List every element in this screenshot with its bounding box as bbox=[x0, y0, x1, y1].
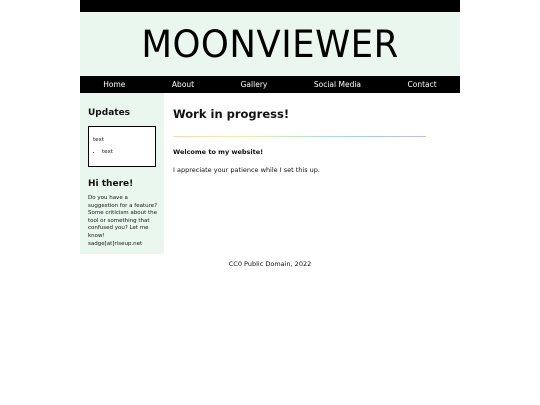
rainbow-divider bbox=[173, 136, 426, 137]
updates-text: text bbox=[93, 137, 104, 143]
main-content bbox=[164, 93, 460, 254]
site-title: MOONVIEWER bbox=[141, 22, 399, 66]
sidebar bbox=[80, 93, 164, 254]
patience-text: I appreciate your patience while I set this up. bbox=[173, 166, 320, 174]
hi-there-heading: Hi there! bbox=[88, 179, 134, 189]
footer: CC0 Public Domain, 2022 bbox=[228, 260, 312, 268]
main-nav bbox=[80, 76, 460, 93]
updates-box[interactable] bbox=[88, 126, 156, 167]
nav-link-about[interactable]: About bbox=[171, 80, 195, 89]
nav-link-gallery[interactable]: Gallery bbox=[240, 80, 268, 89]
main-heading: Work in progress! bbox=[173, 107, 290, 121]
site-header bbox=[80, 12, 460, 76]
top-bar bbox=[80, 0, 460, 12]
updates-list-item: • text bbox=[102, 149, 151, 155]
updates-heading: Updates bbox=[88, 108, 131, 118]
suggestion-text: Do you have a suggestion for a feature? Some criticism about the tool or something that confused you? Let me know! sadge[at]riseup.net bbox=[88, 195, 158, 247]
nav-link-social-media[interactable]: Social Media bbox=[313, 80, 362, 89]
updates-list bbox=[93, 149, 151, 155]
nav-link-home[interactable]: Home bbox=[103, 80, 126, 89]
site-container bbox=[80, 0, 460, 268]
welcome-text: Welcome to my website! bbox=[173, 148, 264, 156]
content-row bbox=[80, 93, 460, 254]
nav-link-contact[interactable]: Contact bbox=[407, 80, 437, 89]
